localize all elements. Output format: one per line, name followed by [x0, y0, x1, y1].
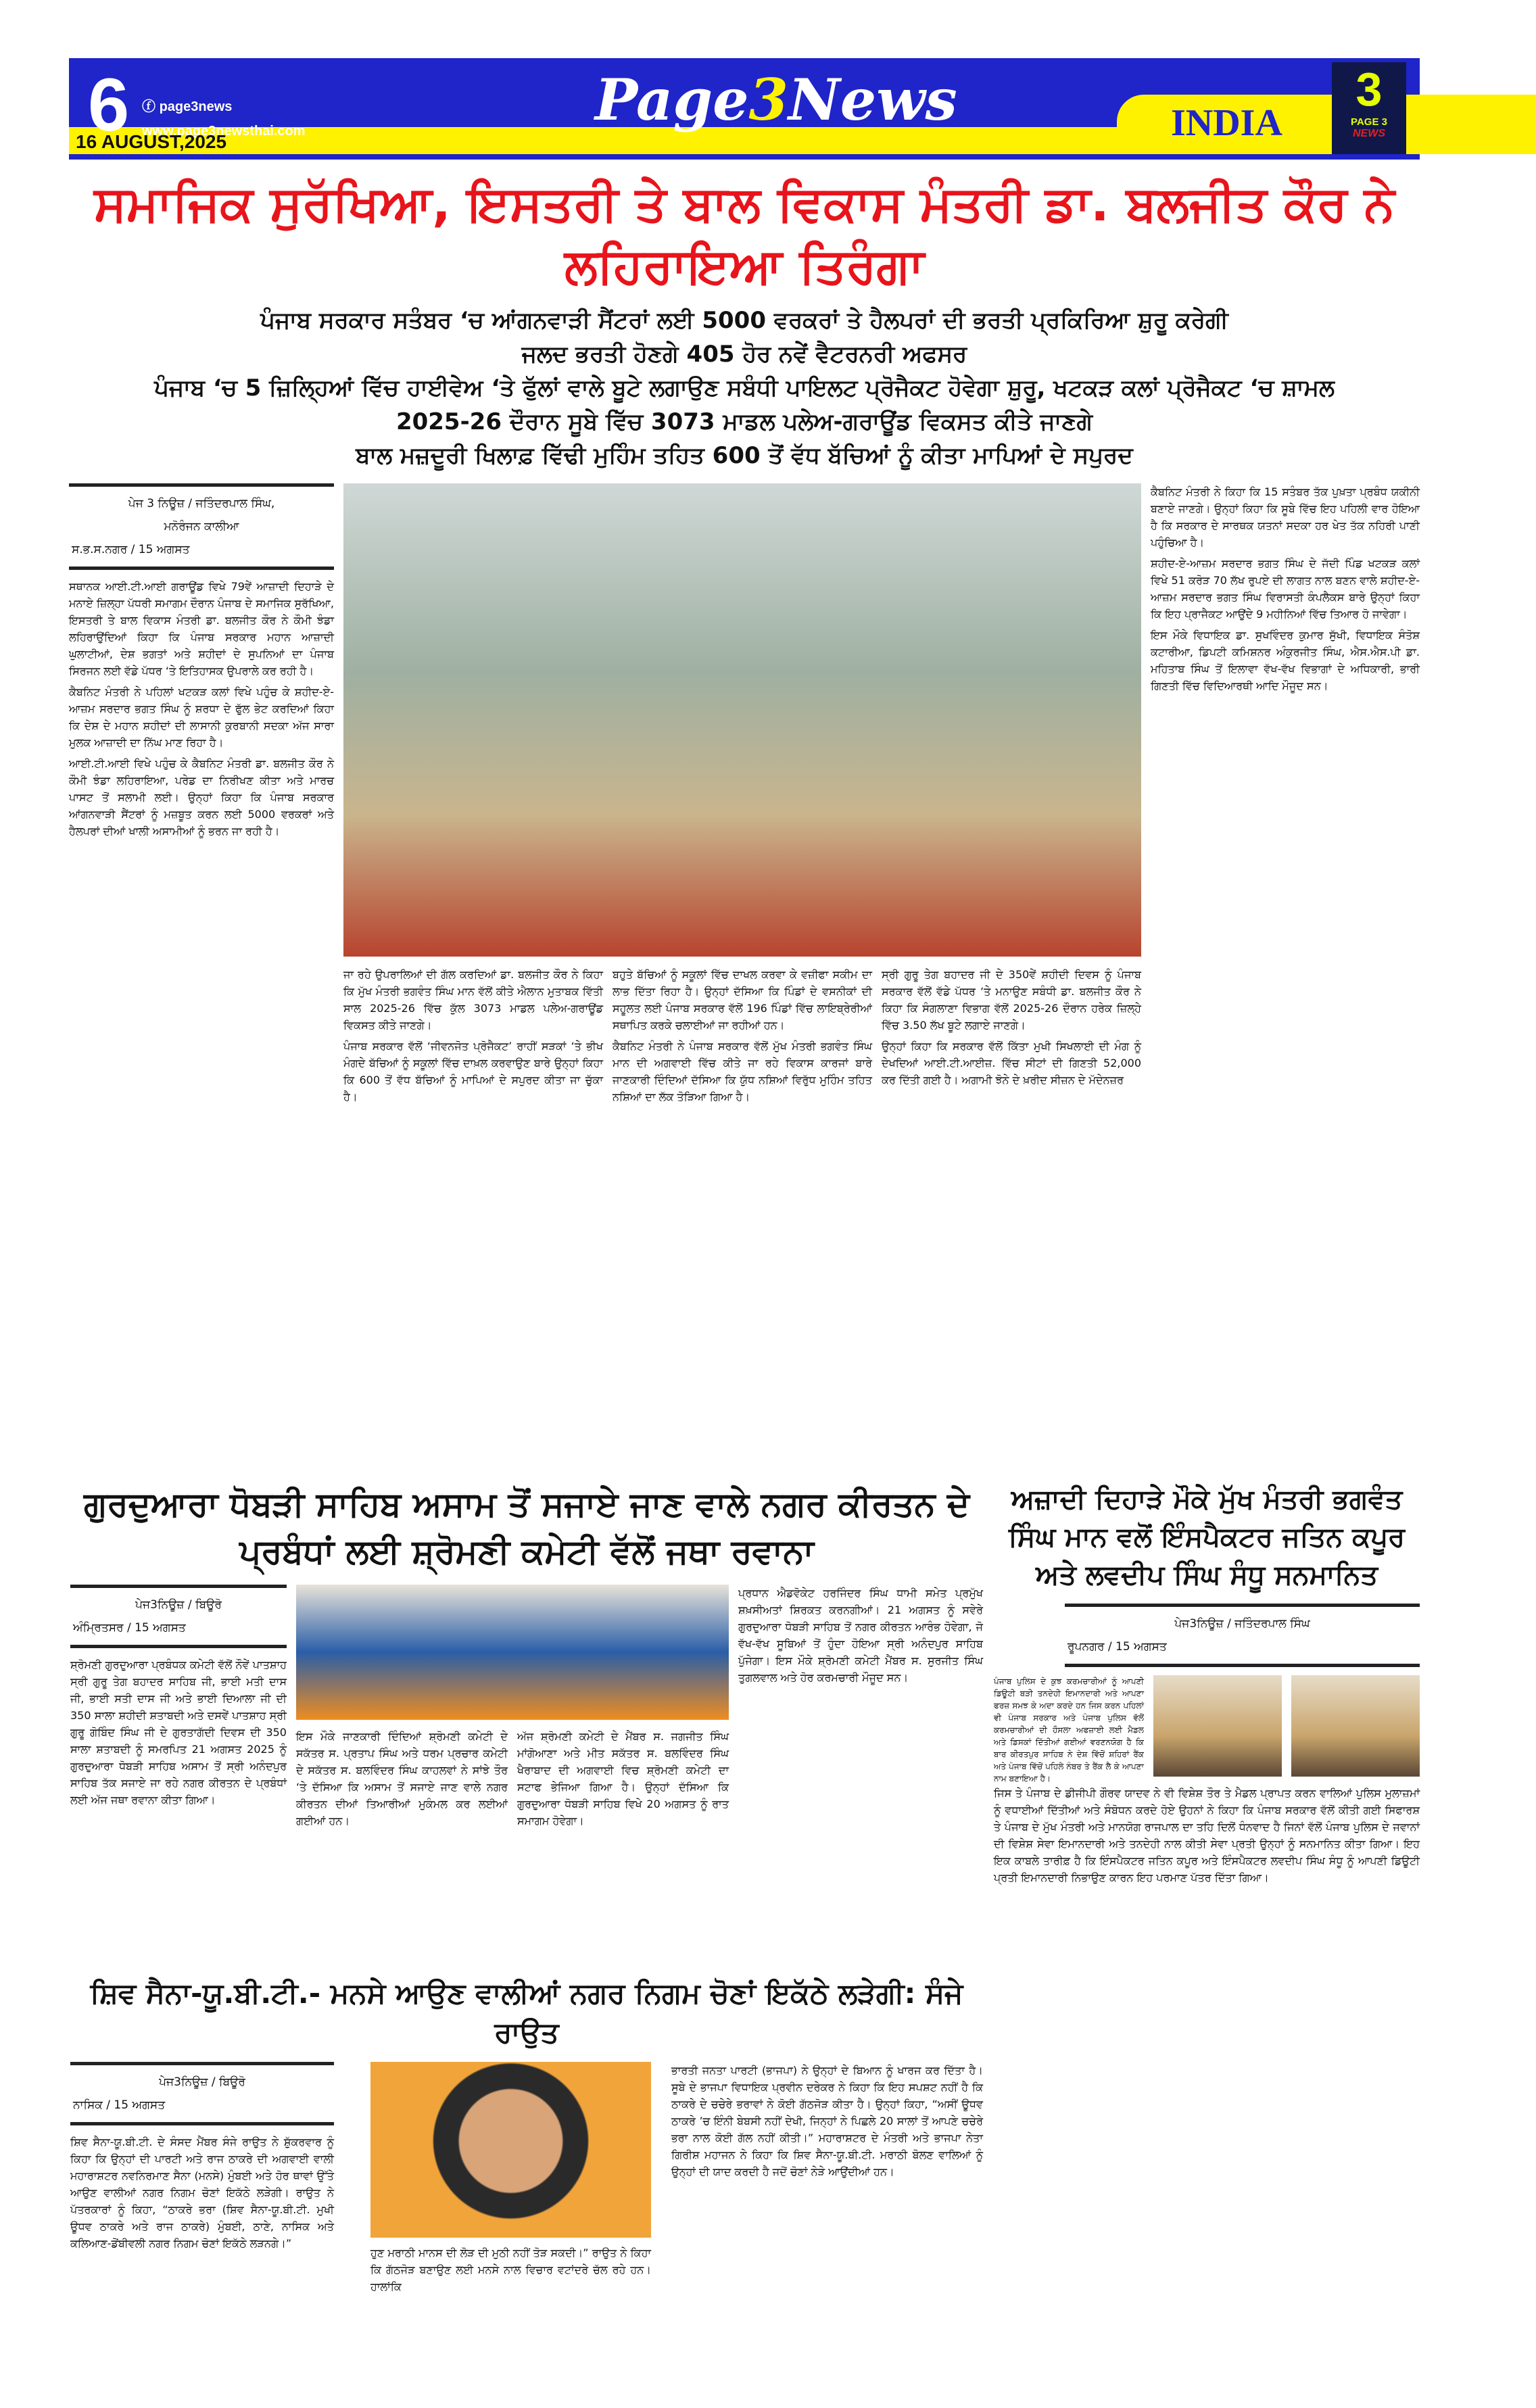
- award-photo-1: [1153, 1675, 1282, 1777]
- story4-byline: ਪੇਜ3ਨਿਊਜ਼ / ਬਿਊਰੋ ਨਾਸਿਕ / 15 ਅਗਸਤ: [70, 2062, 334, 2125]
- masthead-logo: Page3News: [595, 66, 957, 133]
- lead-subhead: ਪੰਜਾਬ ਸਰਕਾਰ ਸਤੰਬਰ ‘ਚ ਆਂਗਨਵਾੜੀ ਸੈਂਟਰਾਂ ਲਈ 5000 ਵਰਕਰਾਂ ਤੇ ਹੈਲਪਰਾਂ ਦੀ ਭਰਤੀ ਪ੍ਰਕਿਰਿਆ ਸ਼ੁਰੂ ਕਰੇਗੀ: [260, 307, 1228, 334]
- story4-column-2: ਹੁਣ ਮਰਾਠੀ ਮਾਨਸ ਦੀ ਲੋੜ ਦੀ ਮੁਠੀ ਨਹੀਂ ਤੋੜ ਸਕਦੀ।” ਰਾਉਤ ਨੇ ਕਿਹਾ ਕਿ ਗੱਠਜੋੜ ਬਣਾਉਣ ਲਈ ਮਨਸੇ ਨਾਲ ਵਿਚਾਰ ਵਟਾਂਦਰੇ ਚੱਲ ਰਹੇ ਹਨ। ਹਾਲਾਂਕਿ: [370, 2246, 651, 2293]
- story3: [994, 1480, 1420, 2400]
- story4-column-3: ਭਾਰਤੀ ਜਨਤਾ ਪਾਰਟੀ (ਭਾਜਪਾ) ਨੇ ਉਨ੍ਹਾਂ ਦੇ ਬਿਆਨ ਨੂੰ ਖਾਰਜ ਕਰ ਦਿੱਤਾ ਹੈ। ਸੂਬੇ ਦੇ ਭਾਜਪਾ ਵਿਧਾਇਕ ਪ੍ਰਵੀਨ ਦਰੇਕਰ ਨੇ ਕਿਹਾ ਕਿ ਇਹ ਸਪਸ਼ਟ ਨਹੀਂ ਹੈ ਕਿ ਠਾਕਰੇ ਦੇ ਚਚੇਰੇ ਭਰਾਵਾਂ ਨੇ ਕੋਈ ਗੱਠਜੋੜ ਕੀਤਾ ਹੈ। ਉਨ੍ਹਾਂ ਕਿਹਾ, “ਅਸੀਂ ਊਧਵ ਠਾਕਰੇ ’ਚ ਇੰਨੀ ਬੇਬਸੀ ਨਹੀਂ ਦੇਖੀ, ਜਿਨ੍ਹਾਂ ਨੇ ਪਿਛਲੇ 20 ਸਾਲਾਂ ਤੋਂ ਆਪਣੇ ਚਚੇਰੇ ਭਰਾ ਨਾਲ ਕੋਈ ਗੱਲ ਨਹੀਂ ਕੀਤੀ।” ਮਹਾਰਾਸ਼ਟਰ ਦੇ ਮੰਤਰੀ ਅਤੇ ਭਾਜਪਾ ਨੇਤਾ ਗਿਰੀਸ਼ ਮਹਾਜਨ ਨੇ ਕਿਹਾ ਕਿ ਸ਼ਿਵ ਸੈਨਾ-ਯੂ.ਬੀ.ਟੀ. ਮਰਾਠੀ ਬੋਲਣ ਵਾਲਿਆਂ ਨੂੰ ਉਨ੍ਹਾਂ ਦੀ ਯਾਦ ਕਰਦੀ ਹੈ ਜਦੋਂ ਚੋਣਾਂ ਨੇੜੇ ਆਉਂਦੀਆਂ ਹਨ।: [671, 2064, 983, 2178]
- story4-headline: ਸ਼ਿਵ ਸੈਨਾ-ਯੂ.ਬੀ.ਟੀ.- ਮਨਸੇ ਆਉਣ ਵਾਲੀਆਂ ਨਗਰ ਨਿਗਮ ਚੋਣਾਂ ਇਕੱਠੇ ਲੜੇਗੀ: ਸੰਜੇ ਰਾਉਤ: [90, 1977, 963, 2049]
- lead-column-2: ਜਾ ਰਹੇ ਉਪਰਾਲਿਆਂ ਦੀ ਗੱਲ ਕਰਦਿਆਂ ਡਾ. ਬਲਜੀਤ ਕੌਰ ਨੇ ਕਿਹਾ ਕਿ ਮੁੱਖ ਮੰਤਰੀ ਭਗਵੰਤ ਸਿੰਘ ਮਾਨ ਵੱਲੋਂ ਕੀਤੇ ਐਲਾਨ ਮੁਤਾਬਕ ਵਿੱਤੀ ਸਾਲ 2025-26 ਵਿੱਚ ਕੁੱਲ 3073 ਮਾਡਲ ਪਲੇਅ-ਗਰਾਊਂਡ ਵਿਕਸਤ ਕੀਤੇ ਜਾਣਗੇ। ਪੰਜਾਬ ਸਰਕਾਰ ਵੱਲੋਂ ‘ਜੀਵਨਜੋਤ ਪ੍ਰੋਜੈਕਟ’ ਰਾਹੀਂ ਸੜਕਾਂ ‘ਤੇ ਭੀਖ ਮੰਗਦੇ ਬੱਚਿਆਂ ਨੂੰ ਸਕੂਲਾਂ ਵਿੱਚ ਦਾਖ਼ਲ ਕਰਵਾਉਣ ਬਾਰੇ ਉਨ੍ਹਾਂ ਕਿਹਾ ਕਿ 600 ਤੋਂ ਵੱਧ ਬੱਚਿਆਂ ਨੂੰ ਮਾਪਿਆਂ ਦੇ ਸਪੁਰਦ ਕੀਤਾ ਜਾ ਚੁੱਕਾ ਹੈ।: [343, 968, 603, 1103]
- story2-byline: ਪੇਜ3ਨਿਊਜ਼ / ਬਿਊਰੋ ਅੰਮ੍ਰਿਤਸਰ / 15 ਅਗਸਤ: [70, 1585, 287, 1648]
- lead-headline: ਸਮਾਜਿਕ ਸੁਰੱਖਿਆ, ਇਸਤਰੀ ਤੇ ਬਾਲ ਵਿਕਾਸ ਮੰਤਰੀ ਡਾ. ਬਲਜੀਤ ਕੌਰ ਨੇ ਲਹਿਰਾਇਆ ਤਿਰੰਗਾ: [94, 175, 1395, 294]
- story3-byline: ਪੇਜ3ਨਿਊਜ਼ / ਜਤਿੰਦਰਪਾਲ ਸਿੰਘ ਰੂਪਨਗਰ / 15 ਅਗਸਤ: [1065, 1604, 1420, 1667]
- facebook-icon: ⓕ: [142, 99, 160, 114]
- lead-story: [69, 172, 1420, 1470]
- website-link[interactable]: www.page3newsthai.com: [142, 124, 306, 139]
- story4: [70, 1974, 983, 2400]
- story2: [70, 1480, 983, 1964]
- sanjay-raut-photo: [370, 2062, 651, 2238]
- award-photo-2: [1291, 1675, 1420, 1777]
- lead-subhead: ਪੰਜਾਬ ‘ਚ 5 ਜ਼ਿਲ੍ਹਿਆਂ ਵਿੱਚ ਹਾਈਵੇਅ ‘ਤੇ ਫੁੱਲਾਂ ਵਾਲੇ ਬੂਟੇ ਲਗਾਉਣ ਸਬੰਧੀ ਪਾਇਲਟ ਪ੍ਰੋਜੈਕਟ ਹੋਵੇਗਾ ਸ਼ੁਰੂ, ਖਟਕੜ ਕਲਾਂ ਪ੍ਰੋਜੈਕਟ ‘ਚ ਸ਼ਾਮਲ: [154, 375, 1335, 402]
- story3-intro: ਪੰਜਾਬ ਪੁਲਿਸ ਦੇ ਕੁਝ ਕਰਮਚਾਰੀਆਂ ਨੂੰ ਆਪਣੀ ਡਿਊਟੀ ਬੜੀ ਤਨਦੇਹੀ ਇਮਾਨਦਾਰੀ ਅਤੇ ਆਪਣਾ ਫਰਜ਼ ਸਮਝ ਕੇ ਅਦਾ ਕਰਦੇ ਹਨ ਜਿਸ ਕਰਨ ਪਹਿਲਾਂ ਵੀ ਪੰਜਾਬ ਸਰਕਾਰ ਅਤੇ ਪੰਜਾਬ ਪੁਲਿਸ ਵੱਲੋਂ ਕਰਮਚਾਰੀਆਂ ਦੀ ਹੌਸਲਾ ਅਫਜ਼ਾਈ ਲਈ ਮੈਡਲ ਅਤੇ ਡਿਸਕਾਂ ਦਿੱਤੀਆਂ ਗਈਆਂ ਵਰਣਨਯੋਗ ਹੈ ਕਿ ਬਾਰ ਕੀਰਤਪੁਰ ਸਾਹਿਬ ਨੇ ਦੇਸ਼ ਵਿੱਚੋਂ ਸ਼ਹਿਰਾਂ ਰੈਂਕ ਅਤੇ ਪੰਜਾਬ ਵਿੱਚੋਂ ਪਹਿਲੇ ਨੰਬਰ ਤੇ ਰੈਂਕ ਲੈ ਕੇ ਆਪਣਾ ਨਾਮ ਬਣਾਇਆ ਹੈ।: [994, 1677, 1144, 1783]
- lead-subheads: [69, 304, 1420, 473]
- lead-column-3: ਬਹੁਤੇ ਬੱਚਿਆਂ ਨੂੰ ਸਕੂਲਾਂ ਵਿੱਚ ਦਾਖਲ ਕਰਵਾ ਕੇ ਵਜ਼ੀਫਾ ਸਕੀਮ ਦਾ ਲਾਭ ਦਿੱਤਾ ਰਿਹਾ ਹੈ। ਉਨ੍ਹਾਂ ਦੱਸਿਆ ਕਿ ਪਿੰਡਾਂ ਦੇ ਵਸਨੀਕਾਂ ਦੀ ਸਹੂਲਤ ਲਈ ਪੰਜਾਬ ਸਰਕਾਰ ਵੱਲੋਂ 196 ਪਿੰਡਾਂ ਵਿੱਚ ਲਾਇਬ੍ਰੇਰੀਆਂ ਸਥਾਪਿਤ ਕਰਕੇ ਚਲਾਈਆਂ ਜਾ ਰਹੀਆਂ ਹਨ। ਕੈਬਨਿਟ ਮੰਤਰੀ ਨੇ ਪੰਜਾਬ ਸਰਕਾਰ ਵੱਲੋਂ ਮੁੱਖ ਮੰਤਰੀ ਭਗਵੰਤ ਸਿੰਘ ਮਾਨ ਦੀ ਅਗਵਾਈ ਵਿੱਚ ਕੀਤੇ ਜਾ ਰਹੇ ਵਿਕਾਸ ਕਾਰਜਾਂ ਬਾਰੇ ਜਾਣਕਾਰੀ ਦਿੰਦਿਆਂ ਦੱਸਿਆ ਕਿ ਯੁੱਧ ਨਸ਼ਿਆਂ ਵਿਰੁੱਧ ਮੁਹਿੰਮ ਤਹਿਤ ਨਸ਼ਿਆਂ ਦਾ ਲੱਕ ਤੋੜਿਆ ਗਿਆ ਹੈ।: [613, 968, 872, 1103]
- lead-column-1: ਸਥਾਨਕ ਆਈ.ਟੀ.ਆਈ ਗਰਾਊਂਡ ਵਿਖੇ 79ਵੇਂ ਆਜ਼ਾਦੀ ਦਿਹਾੜੇ ਦੇ ਮਨਾਏ ਜ਼ਿਲ੍ਹਾ ਪੱਧਰੀ ਸਮਾਗਮ ਦੌਰਾਨ ਪੰਜਾਬ ਦੇ ਸਮਾਜਿਕ ਸੁਰੱਖਿਆ, ਇਸਤਰੀ ਤੇ ਬਾਲ ਵਿਕਾਸ ਮੰਤਰੀ ਡਾ. ਬਲਜੀਤ ਕੌਰ ਨੇ ਕੌਮੀ ਝੰਡਾ ਲਹਿਰਾਉਂਦਿਆਂ ਕਿਹਾ ਕਿ ਪੰਜਾਬ ਸਰਕਾਰ ਮਹਾਨ ਆਜ਼ਾਦੀ ਘੁਲਾਟੀਆਂ, ਦੇਸ਼ ਭਗਤਾਂ ਅਤੇ ਸ਼ਹੀਦਾਂ ਦੇ ਸੁਪਨਿਆਂ ਦਾ ਪੰਜਾਬ ਸਿਰਜਨ ਲਈ ਵੱਡੇ ਪੱਧਰ ‘ਤੇ ਇਤਿਹਾਸਕ ਉਪਰਾਲੇ ਕਰ ਰਹੀ ਹੈ। ਕੈਬਨਿਟ ਮੰਤਰੀ ਨੇ ਪਹਿਲਾਂ ਖਟਕੜ ਕਲਾਂ ਵਿਖੇ ਪਹੁੰਚ ਕੇ ਸ਼ਹੀਦ-ਏ-ਆਜ਼ਮ ਸਰਦਾਰ ਭਗਤ ਸਿੰਘ ਨੂੰ ਸ਼ਰਧਾ ਦੇ ਫੁੱਲ ਭੇਟ ਕਰਦਿਆਂ ਕਿਹਾ ਕਿ ਦੇਸ਼ ਦੇ ਮਹਾਨ ਸ਼ਹੀਦਾਂ ਦੀ ਲਾਸਾਨੀ ਕੁਰਬਾਨੀ ਸਦਕਾ ਅੱਜ ਸਾਰਾ ਮੁਲਕ ਆਜ਼ਾਦੀ ਦਾ ਨਿੱਘ ਮਾਣ ਰਿਹਾ ਹੈ। ਆਈ.ਟੀ.ਆਈ ਵਿਖੇ ਪਹੁੰਚ ਕੇ ਕੈਬਨਿਟ ਮੰਤਰੀ ਡਾ. ਬਲਜੀਤ ਕੌਰ ਨੇ ਕੌਮੀ ਝੰਡਾ ਲਹਿਰਾਇਆ, ਪਰੇਡ ਦਾ ਨਿਰੀਖਣ ਕੀਤਾ ਅਤੇ ਮਾਰਚ ਪਾਸਟ ਤੋਂ ਸਲਾਮੀ ਲਈ। ਉਨ੍ਹਾਂ ਕਿਹਾ ਕਿ ਪੰਜਾਬ ਸਰਕਾਰ ਆਂਗਨਵਾੜੀ ਸੈਂਟਰਾਂ ਨੂੰ ਮਜ਼ਬੂਤ ਕਰਨ ਲਈ 5000 ਵਰਕਰਾਂ ਅਤੇ ਹੈਲਪਰਾਂ ਦੀਆਂ ਖਾਲੀ ਅਸਾਮੀਆਂ ਨੂੰ ਭਰਨ ਜਾ ਰਹੀ ਹੈ।: [69, 580, 334, 838]
- story3-headline: ਅਜ਼ਾਦੀ ਦਿਹਾੜੇ ਮੌਕੇ ਮੁੱਖ ਮੰਤਰੀ ਭਗਵੰਤ ਸਿੰਘ ਮਾਨ ਵਲੋਂ ਇੰਸਪੈਕਟਰ ਜਤਿਨ ਕਪੂਰ ਅਤੇ ਲਵਦੀਪ ਸਿੰਘ ਸੰਧੂ ਸਨਮਾਨਿਤ: [1008, 1484, 1406, 1591]
- lead-byline: ਪੇਜ 3 ਨਿਊਜ਼ / ਜਤਿੰਦਰਪਾਲ ਸਿੰਘ, ਮਨੋਰੰਜਨ ਕਾਲੀਆ ਸ.ਭ.ਸ.ਨਗਰ / 15 ਅਗਸਤ: [69, 483, 334, 570]
- header-rule: [69, 154, 1420, 160]
- brand-logo: 3 PAGE 3 NEWS: [1332, 62, 1406, 154]
- story2-column-4: ਪ੍ਰਧਾਨ ਐਡਵੋਕੇਟ ਹਰਜਿੰਦਰ ਸਿੰਘ ਧਾਮੀ ਸਮੇਤ ਪ੍ਰਮੁੱਖ ਸ਼ਖ਼ਸੀਅਤਾਂ ਸ਼ਿਰਕਤ ਕਰਨਗੀਆਂ। 21 ਅਗਸਤ ਨੂੰ ਸਵੇਰੇ ਗੁਰਦੁਆਰਾ ਧੋਬੜੀ ਸਾਹਿਬ ਤੋਂ ਨਗਰ ਕੀਰਤਨ ਆਰੰਭ ਹੋਵੇਗਾ, ਜੋ ਵੱਖ-ਵੱਖ ਸੂਬਿਆਂ ਤੋਂ ਹੁੰਦਾ ਹੋਇਆ ਸ੍ਰੀ ਅਨੰਦਪੁਰ ਸਾਹਿਬ ਪੁੱਜੇਗਾ। ਇਸ ਮੌਕੇ ਸ਼੍ਰੋਮਣੀ ਕਮੇਟੀ ਮੈਂਬਰ ਸ. ਸੁਰਜੀਤ ਸਿੰਘ ਤੁਗਲਵਾਲ ਅਤੇ ਹੋਰ ਕਰਮਚਾਰੀ ਮੌਜੂਦ ਸਨ।: [738, 1587, 983, 1684]
- lead-column-5: ਕੈਬਨਿਟ ਮੰਤਰੀ ਨੇ ਕਿਹਾ ਕਿ 15 ਸਤੰਬਰ ਤੱਕ ਪੁਖ਼ਤਾ ਪ੍ਰਬੰਧ ਯਕੀਨੀ ਬਣਾਏ ਜਾਣਗੇ। ਉਨ੍ਹਾਂ ਕਿਹਾ ਕਿ ਸੂਬੇ ਵਿੱਚ ਇਹ ਪਹਿਲੀ ਵਾਰ ਹੋਇਆ ਹੈ ਕਿ ਸਰਕਾਰ ਦੇ ਸਾਰਥਕ ਯਤਨਾਂ ਸਦਕਾ ਹਰ ਖੇਤ ਤੱਕ ਨਹਿਰੀ ਪਾਣੀ ਪਹੁੰਚਿਆ ਹੈ। ਸ਼ਹੀਦ-ਏ-ਆਜ਼ਮ ਸਰਦਾਰ ਭਗਤ ਸਿੰਘ ਦੇ ਜੱਦੀ ਪਿੰਡ ਖਟਕੜ ਕਲਾਂ ਵਿਖੇ 51 ਕਰੋੜ 70 ਲੱਖ ਰੁਪਏ ਦੀ ਲਾਗਤ ਨਾਲ ਬਣਨ ਵਾਲੇ ਸ਼ਹੀਦ-ਏ-ਆਜ਼ਮ ਸਰਦਾਰ ਭਗਤ ਸਿੰਘ ਵਿਰਾਸਤੀ ਕੰਪਲੈਕਸ ਬਾਰੇ ਉਨ੍ਹਾਂ ਕਿਹਾ ਕਿ ਇਹ ਪ੍ਰਾਜੈਕਟ ਆਉਂਦੇ 9 ਮਹੀਨਿਆਂ ਵਿੱਚ ਤਿਆਰ ਹੋ ਜਾਵੇਗਾ। ਇਸ ਮੌਕੇ ਵਿਧਾਇਕ ਡਾ. ਸੁਖਵਿੰਦਰ ਕੁਮਾਰ ਸੁੱਖੀ, ਵਿਧਾਇਕ ਸੰਤੋਸ਼ ਕਟਾਰੀਆ, ਡਿਪਟੀ ਕਮਿਸ਼ਨਰ ਅੰਕੁਰਜੀਤ ਸਿੰਘ, ਐਸ.ਐਸ.ਪੀ ਡਾ. ਮਹਿਤਾਬ ਸਿੰਘ ਤੋਂ ਇਲਾਵਾ ਵੱਖ-ਵੱਖ ਵਿਭਾਗਾਂ ਦੇ ਅਧਿਕਾਰੀ, ਭਾਰੀ ਗਿਣਤੀ ਵਿੱਚ ਵਿਦਿਆਰਥੀ ਆਦਿ ਮੌਜੂਦ ਸਨ।: [1151, 485, 1420, 692]
- issue-date: 16 AUGUST,2025: [76, 131, 227, 152]
- lead-subhead: ਜਲਦ ਭਰਤੀ ਹੋਣਗੇ 405 ਹੋਰ ਨਵੇਂ ਵੈਟਰਨਰੀ ਅਫਸਰ: [521, 341, 967, 368]
- story2-column-1: ਸ਼੍ਰੋਮਣੀ ਗੁਰਦੁਆਰਾ ਪ੍ਰਬੰਧਕ ਕਮੇਟੀ ਵੱਲੋਂ ਨੌਵੇਂ ਪਾਤਸ਼ਾਹ ਸ੍ਰੀ ਗੁਰੂ ਤੇਗ ਬਹਾਦਰ ਸਾਹਿਬ ਜੀ, ਭਾਈ ਮਤੀ ਦਾਸ ਜੀ, ਭਾਈ ਸਤੀ ਦਾਸ ਜੀ ਅਤੇ ਭਾਈ ਦਿਆਲਾ ਜੀ ਦੀ 350 ਸਾਲਾ ਸ਼ਹੀਦੀ ਸ਼ਤਾਬਦੀ ਅਤੇ ਦਸਵੇਂ ਪਾਤਸ਼ਾਹ ਸ੍ਰੀ ਗੁਰੂ ਗੋਬਿੰਦ ਸਿੰਘ ਜੀ ਦੇ ਗੁਰਤਾਗੱਦੀ ਦਿਵਸ ਦੀ 350 ਸਾਲਾ ਸ਼ਤਾਬਦੀ ਨੂੰ ਸਮਰਪਿਤ 21 ਅਗਸਤ 2025 ਨੂੰ ਗੁਰਦੁਆਰਾ ਧੋਬੜੀ ਸਾਹਿਬ ਅਸਾਮ ਤੋਂ ਸ੍ਰੀ ਅਨੰਦਪੁਰ ਸਾਹਿਬ ਤੱਕ ਸਜਾਏ ਜਾ ਰਹੇ ਨਗਰ ਕੀਰਤਨ ਦੇ ਪ੍ਰਬੰਧਾਂ ਲਈ ਅੱਜ ਜਥਾ ਰਵਾਨਾ ਕੀਤਾ ਗਿਆ।: [70, 1658, 287, 1806]
- lead-body: [69, 483, 1420, 1470]
- edition-label: INDIA: [1171, 102, 1282, 144]
- page-number: 6: [88, 64, 130, 147]
- facebook-handle[interactable]: page3news: [159, 99, 233, 114]
- story2-column-3: ਅੱਜ ਸ਼੍ਰੋਮਣੀ ਕਮੇਟੀ ਦੇ ਮੈਂਬਰ ਸ. ਜਗਜੀਤ ਸਿੰਘ ਮਾਂਗੋਆਣਾ ਅਤੇ ਮੀਤ ਸਕੱਤਰ ਸ. ਬਲਵਿੰਦਰ ਸਿੰਘ ਖੈਰਾਬਾਦ ਦੀ ਅਗਵਾਈ ਵਿਚ ਸ਼੍ਰੋਮਣੀ ਕਮੇਟੀ ਦਾ ਸਟਾਫ ਭੇਜਿਆ ਗਿਆ ਹੈ। ਉਨ੍ਹਾਂ ਦੱਸਿਆ ਕਿ ਗੁਰਦੁਆਰਾ ਧੋਬੜੀ ਸਾਹਿਬ ਵਿਖੇ 20 ਅਗਸਤ ਨੂੰ ਰਾਤ ਸਮਾਗਮ ਹੋਵੇਗਾ।: [517, 1730, 729, 1827]
- story4-column-1: ਸ਼ਿਵ ਸੈਨਾ-ਯੂ.ਬੀ.ਟੀ. ਦੇ ਸੰਸਦ ਮੈਂਬਰ ਸੰਜੇ ਰਾਉਤ ਨੇ ਸ਼ੁੱਕਰਵਾਰ ਨੂੰ ਕਿਹਾ ਕਿ ਉਨ੍ਹਾਂ ਦੀ ਪਾਰਟੀ ਅਤੇ ਰਾਜ ਠਾਕਰੇ ਦੀ ਅਗਵਾਈ ਵਾਲੀ ਮਹਾਰਾਸ਼ਟਰ ਨਵਨਿਰਮਾਣ ਸੈਨਾ (ਮਨਸੇ) ਮੁੰਬਈ ਅਤੇ ਹੋਰ ਥਾਵਾਂ ਉੱਤੇ ਆਉਣ ਵਾਲੀਆਂ ਨਗਰ ਨਿਗਮ ਚੋਣਾਂ ਇਕੱਠੇ ਲੜੇਗੀ। ਰਾਉਤ ਨੇ ਪੱਤਰਕਾਰਾਂ ਨੂੰ ਕਿਹਾ, “ਠਾਕਰੇ ਭਰਾ (ਸ਼ਿਵ ਸੈਨਾ-ਯੂ.ਬੀ.ਟੀ. ਮੁਖੀ ਊਧਵ ਠਾਕਰੇ ਅਤੇ ਰਾਜ ਠਾਕਰੇ) ਮੁੰਬਈ, ਠਾਣੇ, ਨਾਸਿਕ ਅਤੇ ਕਲਿਆਣ-ਡੋਂਬੀਵਲੀ ਨਗਰ ਨਿਗਮ ਚੋਣਾਂ ਇਕੱਠੇ ਲੜਨਗੇ।”: [70, 2136, 334, 2250]
- story2-column-2: ਇਸ ਮੌਕੇ ਜਾਣਕਾਰੀ ਦਿੰਦਿਆਂ ਸ਼੍ਰੋਮਣੀ ਕਮੇਟੀ ਦੇ ਸਕੱਤਰ ਸ. ਪ੍ਰਤਾਪ ਸਿੰਘ ਅਤੇ ਧਰਮ ਪ੍ਰਚਾਰ ਕਮੇਟੀ ਦੇ ਸਕੱਤਰ ਸ. ਬਲਵਿੰਦਰ ਸਿੰਘ ਕਾਹਲਵਾਂ ਨੇ ਸਾਂਝੇ ਤੌਰ ‘ਤੇ ਦੱਸਿਆ ਕਿ ਅਸਾਮ ਤੋਂ ਸਜਾਏ ਜਾਣ ਵਾਲੇ ਨਗਰ ਕੀਰਤਨ ਦੀਆਂ ਤਿਆਰੀਆਂ ਮੁਕੰਮਲ ਕਰ ਲਈਆਂ ਗਈਆਂ ਹਨ।: [296, 1730, 508, 1827]
- flag-hoisting-photo: [343, 483, 1141, 957]
- story3-body: ਜਿਸ ਤੇ ਪੰਜਾਬ ਦੇ ਡੀਜੀਪੀ ਗੌਰਵ ਯਾਦਵ ਨੇ ਵੀ ਵਿਸ਼ੇਸ਼ ਤੌਰ ਤੇ ਮੈਡਲ ਪ੍ਰਾਪਤ ਕਰਨ ਵਾਲਿਆਂ ਪੁਲਿਸ ਮੁਲਾਜ਼ਮਾਂ ਨੂੰ ਵਧਾਈਆਂ ਦਿੱਤੀਆਂ ਅਤੇ ਸੰਬੋਧਨ ਕਰਦੇ ਹੋਏ ਉਹਨਾਂ ਨੇ ਕਿਹਾ ਕਿ ਪੰਜਾਬ ਸਰਕਾਰ ਵੱਲੋਂ ਕੀਤੀ ਗਈ ਸਿਫਾਰਸ਼ ਤੇ ਪੰਜਾਬ ਦੇ ਮੁੱਖ ਮੰਤਰੀ ਅਤੇ ਮਾਨਯੋਗ ਰਾਜਪਾਲ ਦਾ ਤਹਿ ਦਿਲੋਂ ਧੰਨਵਾਦ ਹੈ ਜਿਨਾਂ ਵੱਲੋਂ ਪੰਜਾਬ ਪੁਲਿਸ ਦੇ ਜਵਾਨਾਂ ਦੀ ਵਿਸ਼ੇਸ਼ ਸੇਵਾ ਇਮਾਨਦਾਰੀ ਅਤੇ ਤਨਦੇਹੀ ਨਾਲ ਕੀਤੀ ਸੇਵਾ ਪ੍ਰਤੀ ਉਨ੍ਹਾਂ ਨੂੰ ਸਨਮਾਨਿਤ ਕੀਤਾ ਗਿਆ। ਇਹ ਇਕ ਕਾਬਲੇ ਤਾਰੀਫ਼ ਹੈ ਕਿ ਇੰਸਪੈਕਟਰ ਜਤਿਨ ਕਪੂਰ ਅਤੇ ਇੰਸਪੈਕਟਰ ਲਵਦੀਪ ਸਿੰਘ ਸੰਧੂ ਨੂੰ ਆਪਣੀ ਡਿਊਟੀ ਪ੍ਰਤੀ ਇਮਾਨਦਾਰੀ ਨਿਭਾਉਣ ਕਾਰਨ ਇਹ ਪਰਮਾਣ ਪੱਤਰ ਦਿੱਤਾ ਗਿਆ।: [994, 1787, 1420, 1884]
- lead-subhead: ਬਾਲ ਮਜ਼ਦੂਰੀ ਖਿਲਾਫ਼ ਵਿੱਢੀ ਮੁਹਿੰਮ ਤਹਿਤ 600 ਤੋਂ ਵੱਧ ਬੱਚਿਆਂ ਨੂੰ ਕੀਤਾ ਮਾਪਿਆਂ ਦੇ ਸਪੁਰਦ: [356, 442, 1133, 469]
- story2-headline: ਗੁਰਦੁਆਰਾ ਧੋਬੜੀ ਸਾਹਿਬ ਅਸਾਮ ਤੋਂ ਸਜਾਏ ਜਾਣ ਵਾਲੇ ਨਗਰ ਕੀਰਤਨ ਦੇ ਪ੍ਰਬੰਧਾਂ ਲਈ ਸ਼੍ਰੋਮਣੀ ਕਮੇਟੀ ਵੱਲੋਂ ਜਥਾ ਰਵਾਨਾ: [83, 1485, 970, 1571]
- lead-subhead: 2025-26 ਦੌਰਾਨ ਸੂਬੇ ਵਿੱਚ 3073 ਮਾਡਲ ਪਲੇਅ-ਗਰਾਊਂਡ ਵਿਕਸਤ ਕੀਤੇ ਜਾਣਗੇ: [395, 408, 1093, 435]
- jatha-departure-photo: [296, 1585, 729, 1720]
- lead-column-4: ਸ੍ਰੀ ਗੁਰੂ ਤੇਗ ਬਹਾਦਰ ਜੀ ਦੇ 350ਵੇਂ ਸ਼ਹੀਦੀ ਦਿਵਸ ਨੂੰ ਪੰਜਾਬ ਸਰਕਾਰ ਵੱਲੋਂ ਵੱਡੇ ਪੱਧਰ ‘ਤੇ ਮਨਾਉਣ ਸਬੰਧੀ ਡਾ. ਬਲਜੀਤ ਕੌਰ ਨੇ ਕਿਹਾ ਕਿ ਸੰਗਲਾਣਾ ਵਿਭਾਗ ਵੱਲੋਂ 2025-26 ਦੌਰਾਨ ਹਰੇਕ ਜ਼ਿਲ੍ਹੇ ਵਿੱਚ 3.50 ਲੱਖ ਬੂਟੇ ਲਗਾਏ ਜਾਣਗੇ। ਉਨ੍ਹਾਂ ਕਿਹਾ ਕਿ ਸਰਕਾਰ ਵੱਲੋਂ ਕਿੱਤਾ ਮੁਖੀ ਸਿਖਲਾਈ ਦੀ ਮੰਗ ਨੂੰ ਦੇਖਦਿਆਂ ਆਈ.ਟੀ.ਆਈਜ਼. ਵਿੱਚ ਸੀਟਾਂ ਦੀ ਗਿਣਤੀ 52,000 ਕਰ ਦਿੱਤੀ ਗਈ ਹੈ। ਅਗਾਮੀ ਝੋਨੇ ਦੇ ਖ਼ਰੀਦ ਸੀਜ਼ਨ ਦੇ ਮੱਦੇਨਜ਼ਰ: [882, 968, 1141, 1086]
